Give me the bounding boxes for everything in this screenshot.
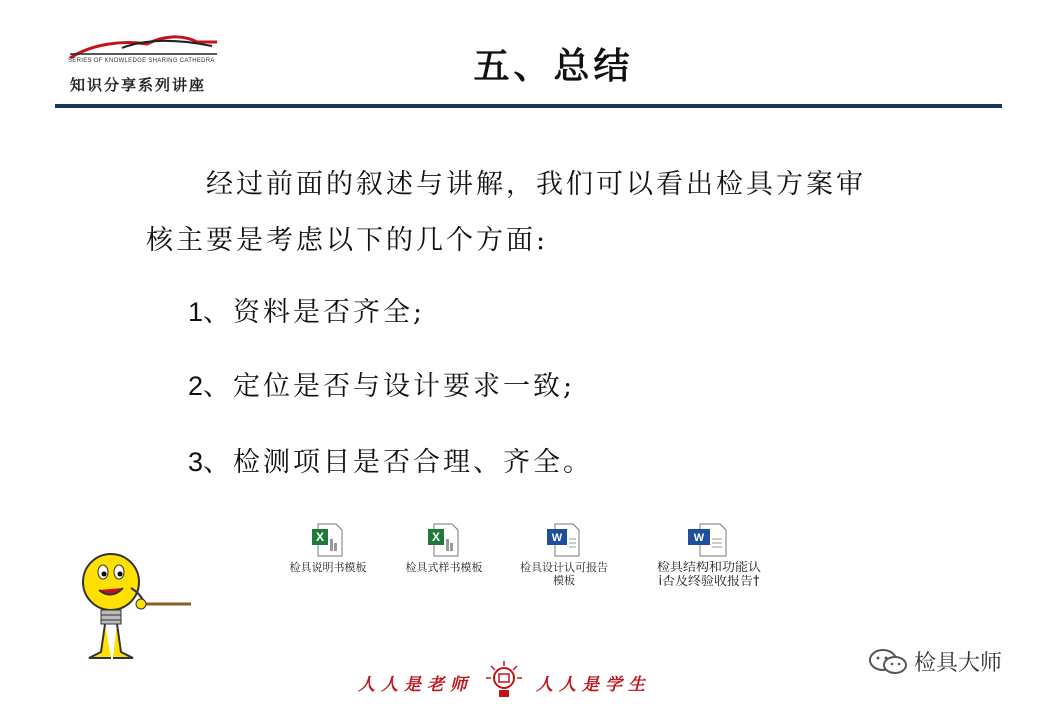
svg-text:X: X [431,530,441,544]
attachment-label: 检具说明书模板 [289,561,367,574]
item-number: 1 [188,297,204,327]
svg-text:X: X [315,530,325,544]
intro-line-2: 核主要是考虑以下的几个方面: [146,225,549,256]
slogan-right: 人人是学生 [536,675,651,695]
item-text: 、资料是否齐全; [203,297,426,328]
item-text: 、定位是否与设计要求一致; [203,371,576,402]
attachment-excel-manual[interactable] [280,523,376,574]
slide-title: 五、总结 [473,46,634,87]
svg-text:W: W [551,532,563,544]
excel-icon [426,523,462,557]
list-item [188,290,425,329]
attachment-label: 检具式样书模板 [405,561,483,574]
svg-text:W: W [693,532,705,544]
excel-icon [310,523,346,557]
word-icon [684,523,734,557]
wechat-account: 检具大师 [914,651,1003,676]
wechat-watermark [868,646,1002,677]
item-number: 2 [188,371,204,401]
attachment-word-acceptance[interactable] [634,523,784,589]
slogan-left: 人人是老师 [358,675,473,695]
item-text: 、检测项目是否合理、齐全。 [203,447,594,478]
logo-subtitle: SERIES OF KNOWLEDGE SHARING CATHEDRA [68,58,215,64]
attachment-label-line-1: 检具结构和功能认 [656,561,761,575]
attachment-excel-spec[interactable] [396,523,492,574]
header-divider [55,104,1002,108]
attachment-label-line-1: 检具设计认可报告 [520,561,608,574]
wechat-icon [868,647,908,677]
list-item [188,364,575,403]
attachment-label-line-2: i否及终验收报告† [658,575,760,589]
word-icon [545,523,583,557]
teacher-badge-icon [485,660,523,700]
attachment-label-line-2: 模板 [553,574,575,587]
logo-title: 知识分享系列讲座 [70,76,207,94]
intro-line-1: 经过前面的叙述与讲解，我们可以看出检具方案审 [206,169,866,200]
list-item [188,440,593,479]
lightbulb-mascot-icon [75,548,195,668]
item-number: 3 [188,447,204,477]
attachment-word-approval[interactable] [508,523,620,587]
